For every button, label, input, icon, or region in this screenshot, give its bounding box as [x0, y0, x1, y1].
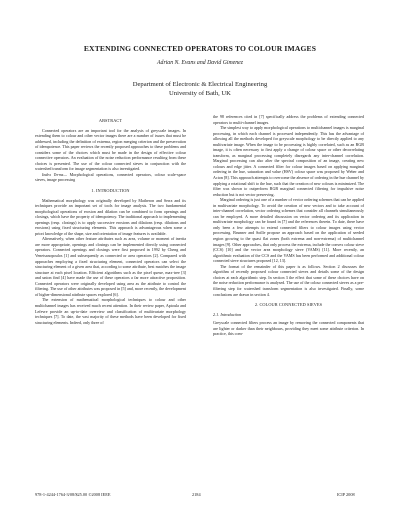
- right-paragraph-4: The format of the remainder of this paper is as follows. Section 2 discusses the algorithm of recently proposed colour connected sieves and details some of the design choices at each algorithmic step. In section 3 the effect that some of these choices have on the noise reduction performance is analysed. The use of the colour connected sieves as a pre-filtering step for watershed transform segmentation is also investigated. Finally, some conclusions are drawn in section 4.: [213, 263, 364, 297]
- author-names: Adrian N. Evans and David Gimenez: [157, 60, 243, 66]
- abstract-heading: ABSTRACT: [98, 118, 123, 123]
- subsection-2-1-heading: 2.1. Introduction: [213, 311, 242, 317]
- section-2-heading: 2. COLOUR CONNECTED SIEVES: [254, 302, 323, 308]
- affiliation-department: Department of Electronic & Electrical Engineering: [132, 81, 268, 88]
- intro-paragraph-3: The extension of mathematical morphological techniques to colour and other multichannel images has received much recent attention. In their review paper, Aptoula and Lefevre provide an up-to-date overview and classification of multivariate morphology techniques [7]. To date, the vast majority of these methods have been developed for fixed structuring elements. Indeed, only three of: [35, 297, 186, 325]
- footer-conference: ICIP 2008: [337, 492, 355, 497]
- index-terms-label: Index Terms—: [42, 171, 67, 177]
- footer-page-number: 2184: [192, 492, 201, 497]
- introduction-heading: 1. INTRODUCTION: [91, 188, 130, 194]
- affiliation-university: University of Bath, UK: [169, 89, 231, 97]
- affiliation: [0, 81, 400, 98]
- left-column: [35, 113, 186, 325]
- abstract-text: Connected operators are an important tool for the analysis of greyscale images. In extending them to colour and other vector images there are a number of issues that must be addressed, including the definition of extrema, region merging criterion and the preservation of idempotence. This paper reviews the recently proposed approaches to these problems and considers some of the choices which must be made in the design of effective colour connective operators. An evaluation of the noise reduction performance resulting from these choices is presented. The use of the colour connected sieves in conjunction with the watershed transform for image segmentation is also investigated.: [35, 127, 186, 172]
- footer-isbn: 978-1-4244-1764-3/08/$25.00 ©2008 IEEE: [35, 492, 111, 497]
- right-paragraph-3: Marginal ordering is just one of a number of vector ordering schemes that can be applied in multivariate morphology. To avoid the creation of new vectors and to take account of inter-channel correlation, vector ordering schemes that consider all channels simultaneously can be employed. A more detailed discussion on vector ordering and its application in multivariate morphology can be found in [7] and the references therein. To date, there have only been a few attempts to extend connected filters to colour images using vector processing. Brunner and Soille propose an approach based on the application of seeded region growing to the quasi flat zones (both extrema and non-extrema) of multichannel images [9]. Other approaches, that only process the extrema, include the convex colour sieve (CCS) [10] and the vector area morphology sieve (VAMS) [11]. More recently, an algorithmic evaluation of the CCS and the VAMS has been performed and additional colour connected sieve structures proposed [12, 13].: [213, 197, 364, 264]
- intro-paragraph-1: Mathematical morphology was originally developed by Matheron and Serra and its techniques provide an important set of tools for image analysis. The two fundamental morphological operations of erosion and dilation can be combined to form openings and closings, which have the property of idempotency. The traditional approach to implementing openings (resp. closings) is to apply successive erosions and dilations (resp. dilations and erosions) using fixed structuring elements. This approach is advantageous when some a priori knowledge of the shape, size and orientation of image features is available.: [35, 197, 186, 236]
- index-terms-text: Morphological operations, connected operators, colour scale-space sieves, image processing: [35, 171, 186, 183]
- right-paragraph-1: the 98 references cited in [7] specifically address the problems of extending connected operators to multi-channel images.: [213, 114, 364, 125]
- intro-paragraph-2: Alternatively, when other feature attributes such as area, volume or moment of inertia are more appropriate, openings and closings can be implemented directly using connected operators. Connected openings and closings were first proposed in 1992 by Cheng and Venetsanopoulos [1] and subsequently as connected or area operators [2]. Compared with approaches employing a fixed structuring element, connected operators can select the structuring element of a given area that, according to some attribute, best matches the image structure at each pixel location. Efficient algorithms such as the pixel queue, max-tree [3] and union find [4] have made the use of these operators a far more attractive proposition. Connected operators were originally developed using area as the attribute to control the filtering. The use of other attributes was proposed in [5] and, more recently, the development of higher-dimensional attribute spaces explored [6].: [35, 236, 186, 297]
- right-paragraph-5: Greyscale connected filters process an image by removing the connected components that are lighter or darker than their neighbours, providing they meet some attribute criterion. In practice, this com-: [213, 320, 364, 337]
- paper-title: EXTENDING CONNECTED OPERATORS TO COLOUR IMAGES: [83, 44, 317, 53]
- index-terms: [35, 172, 186, 183]
- right-paragraph-2: The simplest way to apply morphological operations to multichannel images is marginal processing, in which each channel is processed independently. This has the advantage of allowing all the methods developed for greyscale morphology to be directly applied to any multivariate image. When the image to be processing is highly correlated, such as an RGB image, it is often necessary to first apply a change of colour space or other decorrelating transform, as marginal processing completely disregards any inter-channel correlation. Marginal processing can also alter the spectral composition of an image, creating new colours and edge jitter. A connected filter for colour images based on applying marginal ordering in the hue, saturation and value (HSV) colour space was proposed by Weber and Acton [8]. This approach attempts to overcome the absence of ordering in the hue channel by applying a rotational shift to the hue, such that the creation of new colours is minimized. The filter was shown to outperform RGB marginal connected filtering for impulsive noise reduction but is not vector preserving.: [213, 125, 364, 197]
- right-column: [213, 114, 364, 337]
